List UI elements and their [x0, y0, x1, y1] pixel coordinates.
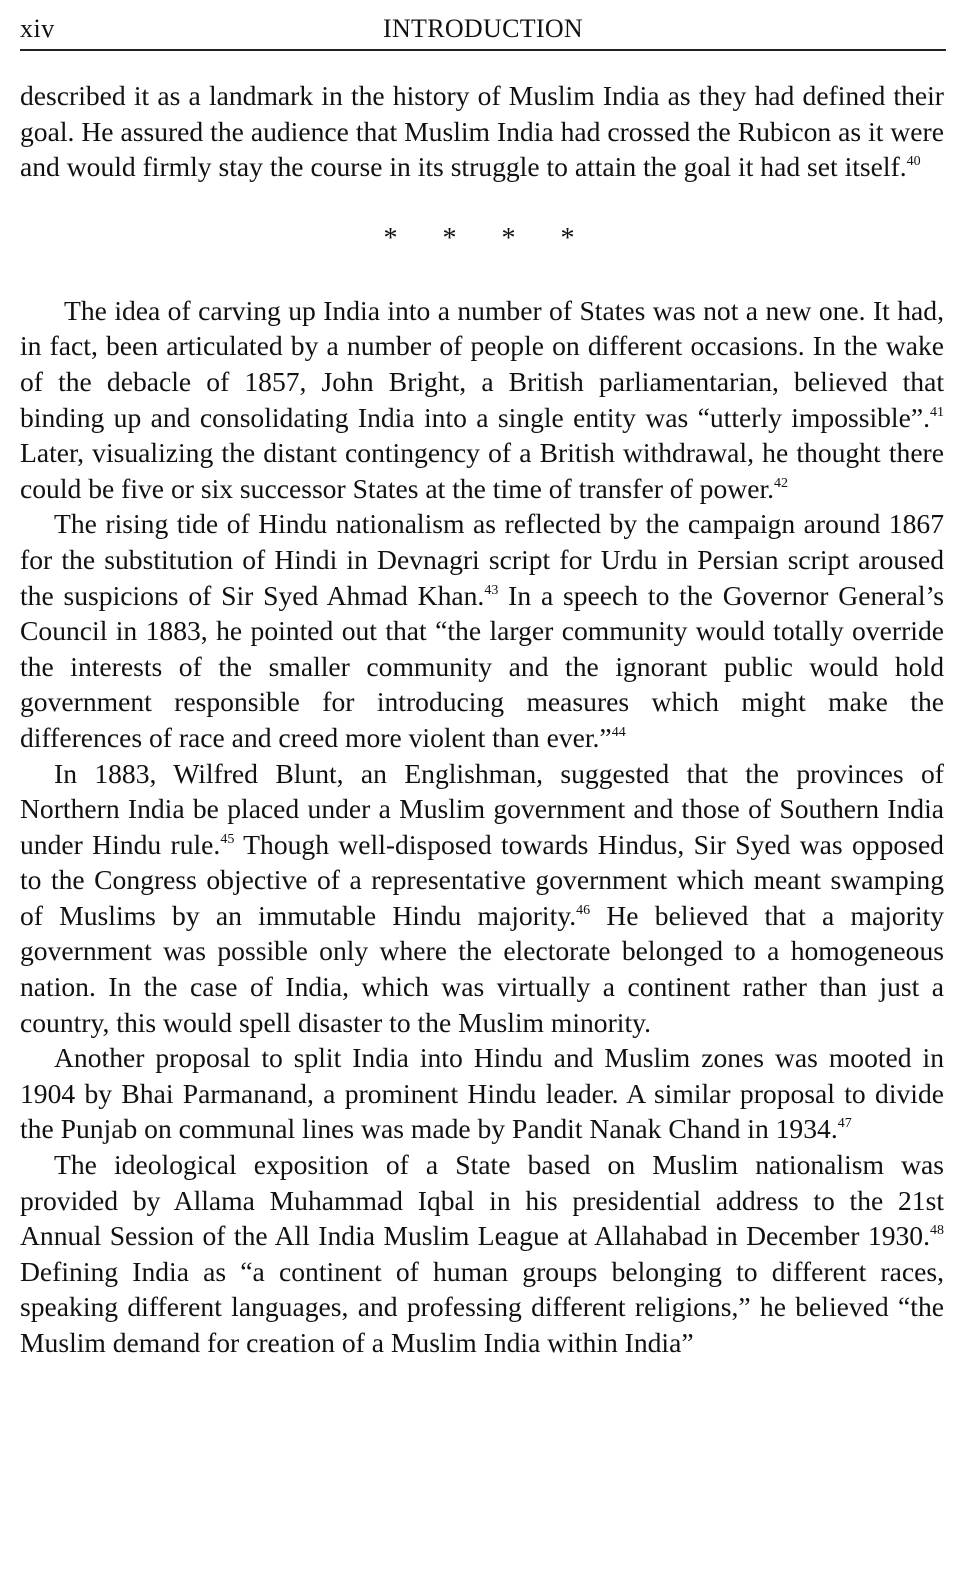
footnote-ref: 42 — [774, 475, 789, 491]
header-rule — [20, 49, 946, 51]
paragraph-text: described it as a landmark in the history of Muslim India as they had defined their goal. He assured the audience that Muslim India had crossed the Rubicon as it were and would firmly stay the course in its struggle to attain the goal it had set itself. — [20, 80, 944, 183]
footnote-ref: 43 — [484, 582, 499, 598]
footnote-ref: 45 — [220, 831, 235, 847]
paragraph-text: In 1883, Wilfred Blunt, an Englishman, suggested that the provinces of Northern India be placed under a Muslim government and those of Southern India under Hindu rule. — [20, 757, 944, 860]
paragraph — [20, 506, 944, 755]
paragraph-text: Later, visualizing the distant contingency of a British withdrawal, he thought there could be five or six successor States at the time of transfer of power. — [20, 437, 944, 504]
paragraph-text: The idea of carving up India into a number of States was not a new one. It had, in fact, been articulated by a number of people on different occasions. In the wake of the debacle of 1857, John Bright, a British parliamentarian, believed that binding up and consolidating India into a single entity was “utterly impossible”. — [20, 294, 944, 433]
paragraph — [20, 78, 944, 185]
footnote-ref: 40 — [906, 154, 921, 170]
paragraph — [20, 1147, 944, 1361]
paragraph — [20, 756, 944, 1041]
footnote-ref: 41 — [930, 404, 944, 420]
paragraph — [20, 1040, 944, 1147]
paragraph-text: In a speech to the Governor General’s Council in 1883, he pointed out that “the larger community would totally override the interests of the smaller community and the ignorant public would hold government responsible for introducing measures which might make the differences of race and creed more violent than ever.” — [20, 579, 944, 753]
paragraph-text: Though well-disposed towards Hindus, Sir Syed was opposed to the Congress objective of a representative government which meant swamping of Muslims by an immutable Hindu majority. — [20, 828, 944, 931]
footnote-ref: 48 — [930, 1223, 944, 1239]
footnote-ref: 44 — [611, 724, 626, 740]
paragraph-text: The ideological exposition of a State based on Muslim nationalism was provided by Allama Muhammad Iqbal in his presidential address to the 21st Annual Session of the All India Muslim League at Allahabad in December 1930. — [20, 1149, 944, 1252]
paragraph — [20, 293, 944, 507]
paragraph-text: He believed that a majority government was possible only where the electorate belonged to a homogeneous nation. In the case of India, which was virtually a continent rather than just a country, this would spell disaster to the Muslim minority. — [20, 899, 945, 1038]
paragraph-text: Defining India as “a continent of human groups belonging to different races, speaking different languages, and professing different religions,” he believed “the Muslim demand for creation of a Muslim India within India” — [20, 1255, 944, 1358]
body-text — [20, 78, 944, 1361]
footnote-ref: 46 — [576, 902, 591, 918]
footnote-ref: 47 — [837, 1116, 852, 1132]
section-break: * * * * — [383, 222, 581, 254]
paragraph-text: The rising tide of Hindu nationalism as reflected by the campaign around 1867 for the substitution of Hindi in Devnagri script for Urdu in Persian script aroused the suspicions of Sir Syed Ahmad Khan. — [20, 508, 944, 611]
running-head: INTRODUCTION — [382, 14, 584, 43]
paragraph-text: Another proposal to split India into Hindu and Muslim zones was mooted in 1904 by Bhai Parmanand, a prominent Hindu leader. A similar proposal to divide the Punjab on communal lines was made by Pandit Nanak Chand in 1934. — [20, 1042, 944, 1145]
page-header — [20, 6, 946, 50]
page-number: xiv — [20, 14, 55, 43]
